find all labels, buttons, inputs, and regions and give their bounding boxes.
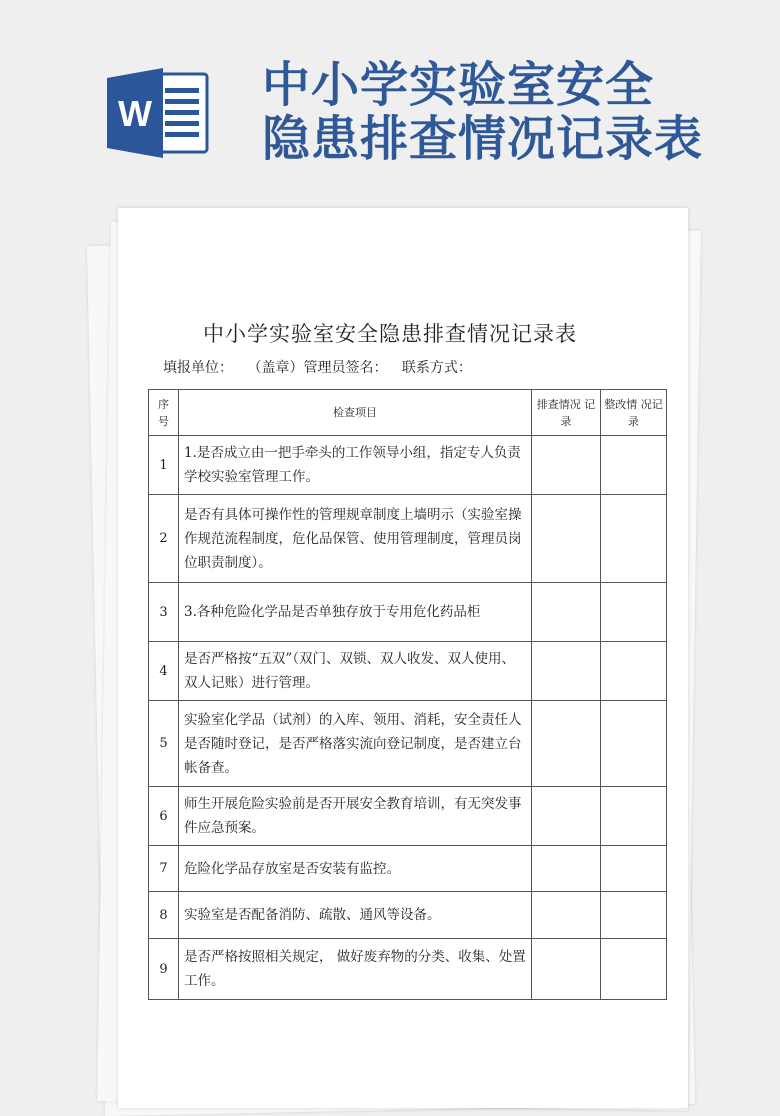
word-logo-letter: W [118, 93, 152, 134]
table-row [149, 583, 667, 642]
table-header-row [149, 390, 667, 436]
table-row [149, 495, 667, 583]
row-number: 9 [149, 939, 179, 1000]
check-record-cell[interactable] [532, 495, 601, 583]
header-fix-record: 整改情 况记录 [601, 390, 667, 436]
row-number: 6 [149, 787, 179, 846]
table-row [149, 642, 667, 701]
inspection-table [148, 389, 667, 1000]
row-item: 实验室是否配备消防、疏散、通风等设备。 [179, 892, 532, 939]
row-item: 危险化学品存放室是否安装有监控。 [179, 846, 532, 892]
check-record-cell[interactable] [532, 787, 601, 846]
banner-title-line1: 中小学实验室安全 [262, 57, 655, 113]
row-number: 7 [149, 846, 179, 892]
row-number: 4 [149, 642, 179, 701]
check-record-cell[interactable] [532, 939, 601, 1000]
fix-record-cell[interactable] [601, 642, 667, 701]
document-title: 中小学实验室安全隐患排查情况记录表 [203, 322, 577, 346]
header-item: 检查项目 [179, 390, 532, 436]
header-no: 序号 [149, 390, 179, 436]
fix-record-cell[interactable] [601, 787, 667, 846]
fix-record-cell[interactable] [601, 939, 667, 1000]
fill-in-line [163, 357, 482, 377]
row-number: 2 [149, 495, 179, 583]
check-record-cell[interactable] [532, 701, 601, 787]
banner-title-line2: 隐患排查情况记录表 [262, 111, 704, 167]
row-number: 8 [149, 892, 179, 939]
row-item: 1.是否成立由一把手牵头的工作领导小组，指定专人负责学校实验室管理工作。 [179, 436, 532, 495]
row-item: 是否严格按“五双”（双门、双锁、双人收发、双人使用、双人记账）进行管理。 [179, 642, 532, 701]
row-item: 3.各种危险化学品是否单独存放于专用危化药品柜 [179, 583, 532, 642]
fix-record-cell[interactable] [601, 701, 667, 787]
row-item: 师生开展危险实验前是否开展安全教育培训，有无突发事件应急预案。 [179, 787, 532, 846]
field-reporting-unit: 填报单位： [163, 360, 233, 376]
word-logo-icon [107, 68, 209, 158]
header-check-record: 排查情况 记录 [532, 390, 601, 436]
table-row [149, 436, 667, 495]
fix-record-cell[interactable] [601, 495, 667, 583]
check-record-cell[interactable] [532, 583, 601, 642]
check-record-cell[interactable] [532, 846, 601, 892]
row-item: 是否严格按照相关规定， 做好废弃物的分类、收集、处置工作。 [179, 939, 532, 1000]
fix-record-cell[interactable] [601, 846, 667, 892]
row-item: 实验室化学品（试剂）的入库、领用、消耗，安全责任人是否随时登记，是否严格落实流向登记制度，是否建立台帐备查。 [179, 701, 532, 787]
check-record-cell[interactable] [532, 436, 601, 495]
check-record-cell[interactable] [532, 642, 601, 701]
table-row [149, 701, 667, 787]
banner-title [262, 58, 703, 166]
table-row [149, 787, 667, 846]
fix-record-cell[interactable] [601, 583, 667, 642]
table-row [149, 892, 667, 939]
row-item: 是否有具体可操作性的管理规章制度上墙明示（实验室操作规范流程制度，危化品保管、使用管理制度，管理员岗位职责制度）。 [179, 495, 532, 583]
row-number: 3 [149, 583, 179, 642]
fix-record-cell[interactable] [601, 892, 667, 939]
row-number: 1 [149, 436, 179, 495]
fix-record-cell[interactable] [601, 436, 667, 495]
check-record-cell[interactable] [532, 892, 601, 939]
table-row [149, 939, 667, 1000]
field-contact: 联系方式： [401, 360, 472, 376]
row-number: 5 [149, 701, 179, 787]
table-row [149, 846, 667, 892]
field-admin-signature: （盖章）管理员签名： [247, 360, 388, 376]
